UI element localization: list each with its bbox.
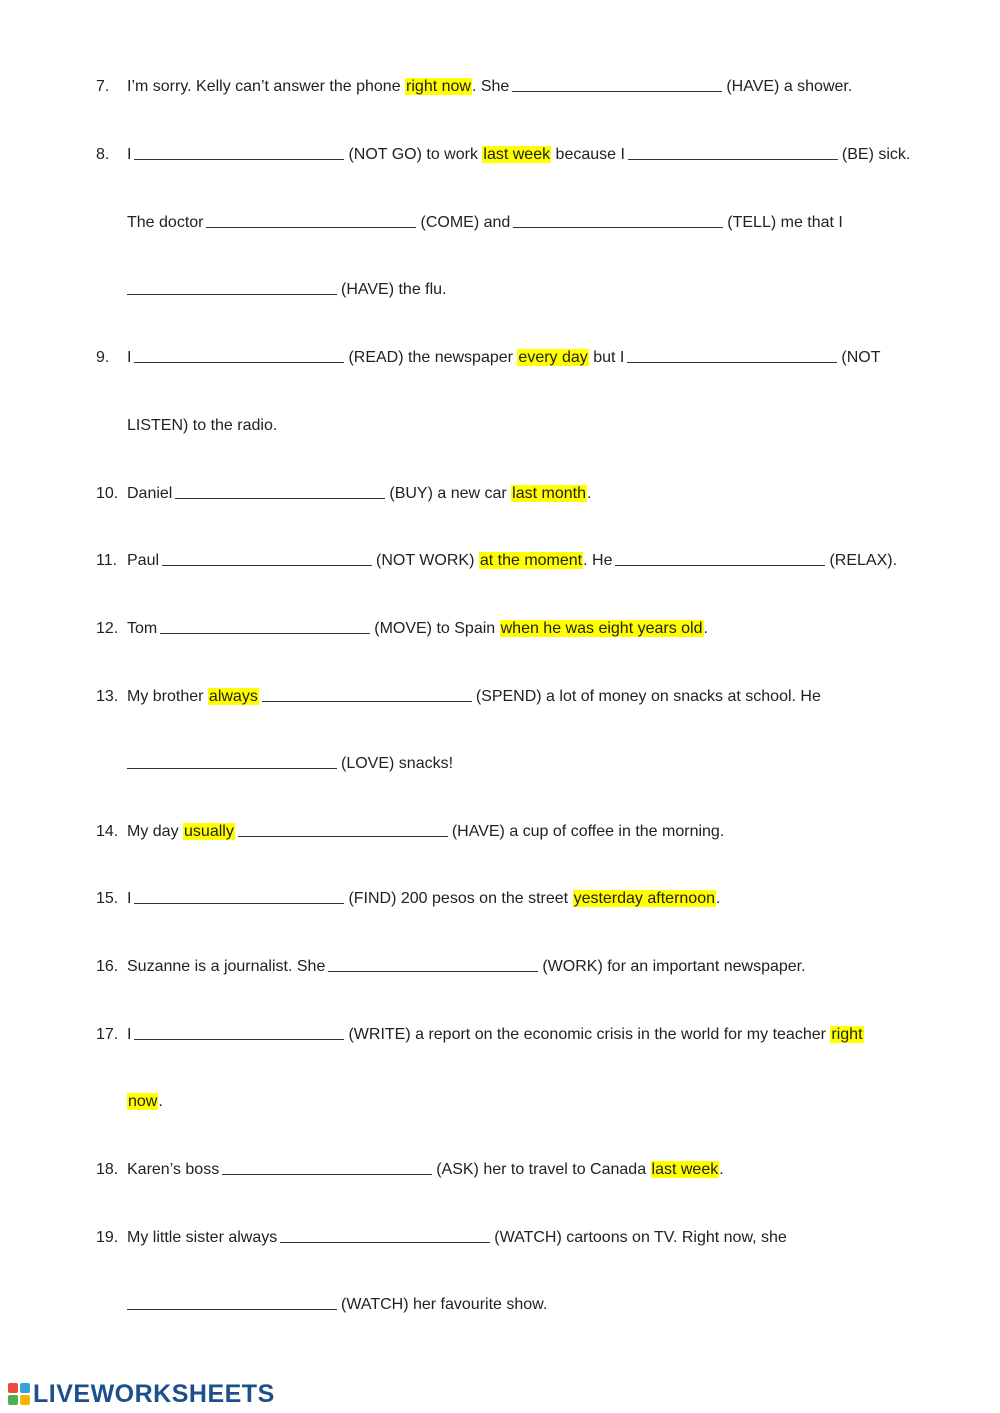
- item-13-blank-1[interactable]: [262, 686, 472, 702]
- item-8-hint-3: (COME) and: [420, 214, 511, 231]
- item-10-text: Daniel: [127, 485, 173, 502]
- item-19-line-1: [127, 1227, 787, 1249]
- item-19-number: 19.: [96, 1229, 119, 1246]
- item-9-hint-2: (NOT: [841, 349, 881, 366]
- item-14-text: My day: [127, 823, 184, 840]
- item-12-text: Tom: [127, 620, 158, 637]
- logo-text: LIVEWORKSHEETS: [33, 1379, 275, 1408]
- item-13-hint-1: (SPEND) a lot of money on snacks at school. He: [475, 688, 821, 705]
- item-15-number: 15.: [96, 890, 119, 907]
- liveworksheets-logo[interactable]: [8, 1381, 275, 1407]
- item-9-hint-1: (READ) the newspaper: [348, 349, 518, 366]
- item-9-text-3: LISTEN) to the radio.: [127, 417, 278, 434]
- item-12-blank-1[interactable]: [160, 618, 370, 634]
- item-7-text: I’m sorry. Kelly can’t answer the phone: [127, 78, 406, 95]
- item-18-punct: .: [719, 1161, 724, 1178]
- item-8-text: I: [127, 146, 132, 163]
- item-8-text-3: The doctor: [127, 214, 204, 231]
- item-9-highlight: every day: [518, 349, 588, 366]
- item-13-line-2: [127, 753, 453, 775]
- item-10-punct: .: [586, 485, 592, 502]
- item-14-blank-1[interactable]: [238, 821, 448, 837]
- item-17-highlight-1: right: [831, 1026, 863, 1043]
- item-14-highlight: usually: [184, 823, 234, 840]
- item-18-line: [127, 1159, 724, 1181]
- item-8-text-2: because I: [551, 146, 625, 163]
- item-8-blank-1[interactable]: [134, 144, 344, 160]
- item-17-number: 17.: [96, 1026, 119, 1043]
- item-8-hint-5: (HAVE) the flu.: [341, 281, 447, 298]
- item-9-blank-2[interactable]: [627, 347, 837, 363]
- logo-block-3: [8, 1395, 18, 1405]
- item-10-highlight: last month: [512, 485, 586, 502]
- item-14-line: [127, 821, 724, 843]
- item-18-blank-1[interactable]: [222, 1159, 432, 1175]
- item-11-blank-2[interactable]: [615, 550, 825, 566]
- item-9-line-2: [127, 415, 277, 437]
- item-17-line-2: [127, 1091, 163, 1113]
- item-13-hint-2: (LOVE) snacks!: [341, 755, 454, 772]
- item-10-hint: (BUY) a new car: [389, 485, 512, 502]
- item-11-text: Paul: [127, 552, 160, 569]
- item-11-number: 11.: [96, 552, 118, 569]
- item-13-text: My brother: [127, 688, 208, 705]
- item-17-hint: (WRITE) a report on the economic crisis in the world for my teacher: [348, 1026, 831, 1043]
- item-8-blank-3[interactable]: [206, 212, 416, 228]
- item-19-line-2: [127, 1294, 547, 1316]
- item-12-highlight: when he was eight years old: [500, 620, 703, 637]
- item-15-line: [127, 888, 720, 910]
- item-10-line: [127, 483, 591, 505]
- item-8-hint-2: (BE) sick.: [841, 146, 911, 163]
- item-17-blank-1[interactable]: [134, 1024, 344, 1040]
- item-15-blank-1[interactable]: [134, 888, 344, 904]
- item-7-line: [127, 76, 852, 98]
- item-16-text: Suzanne is a journalist. She: [127, 958, 326, 975]
- item-11-highlight: at the moment: [479, 552, 583, 569]
- item-8-blank-2[interactable]: [628, 144, 838, 160]
- item-7-text-2: . She: [471, 78, 510, 95]
- logo-block-2: [20, 1383, 30, 1393]
- item-8-hint-4: (TELL) me that I: [727, 214, 843, 231]
- item-7-hint: (HAVE) a shower.: [726, 78, 853, 95]
- item-13-blank-2[interactable]: [127, 753, 337, 769]
- item-19-hint-1: (WATCH) cartoons on TV. Right now, she: [494, 1229, 787, 1246]
- item-18-hint: (ASK) her to travel to Canada: [436, 1161, 651, 1178]
- item-10-number: 10.: [96, 485, 119, 502]
- item-17-text: I: [127, 1026, 132, 1043]
- item-8-line-2: [127, 212, 843, 234]
- item-8-line-1: [127, 144, 910, 166]
- item-18-highlight: last week: [651, 1161, 719, 1178]
- item-16-number: 16.: [96, 958, 119, 975]
- item-9-text-2: but I: [588, 349, 625, 366]
- item-8-number: 8.: [96, 146, 110, 163]
- item-19-blank-2[interactable]: [127, 1294, 337, 1310]
- item-15-punct: .: [715, 890, 721, 907]
- item-17-line-1: [127, 1024, 864, 1046]
- item-19-hint-2: (WATCH) her favourite show.: [341, 1296, 548, 1313]
- logo-block-1: [8, 1383, 18, 1393]
- item-16-line: [127, 956, 806, 978]
- item-11-blank-1[interactable]: [162, 550, 372, 566]
- item-11-text-2: . He: [583, 552, 613, 569]
- item-13-line-1: [127, 686, 821, 708]
- item-19-blank-1[interactable]: [280, 1227, 490, 1243]
- item-10-blank-1[interactable]: [175, 483, 385, 499]
- logo-blocks-icon: [8, 1383, 30, 1405]
- item-9-blank-1[interactable]: [134, 347, 344, 363]
- item-8-line-3: [127, 279, 447, 301]
- item-7-number: 7.: [96, 78, 110, 95]
- item-8-blank-4[interactable]: [513, 212, 723, 228]
- item-16-blank-1[interactable]: [328, 956, 538, 972]
- item-12-number: 12.: [96, 620, 119, 637]
- item-14-number: 14.: [96, 823, 119, 840]
- item-12-punct: .: [703, 620, 708, 637]
- item-19-text: My little sister always: [127, 1229, 278, 1246]
- logo-block-4: [20, 1395, 30, 1405]
- item-14-hint: (HAVE) a cup of coffee in the morning.: [451, 823, 725, 840]
- item-13-highlight: always: [208, 688, 258, 705]
- item-15-text: I: [127, 890, 132, 907]
- item-9-text: I: [127, 349, 132, 366]
- item-18-text: Karen’s boss: [127, 1161, 220, 1178]
- item-7-highlight: right now: [406, 78, 471, 95]
- item-12-hint: (MOVE) to Spain: [374, 620, 500, 637]
- item-9-line-1: [127, 347, 880, 369]
- item-16-hint: (WORK) for an important newspaper.: [542, 958, 806, 975]
- item-17-highlight-2: now: [128, 1093, 158, 1110]
- item-11-line: [127, 550, 897, 572]
- item-9-number: 9.: [96, 349, 110, 366]
- item-8-highlight: last week: [483, 146, 551, 163]
- item-17-punct: .: [158, 1093, 163, 1110]
- item-8-hint-1: (NOT GO) to work: [348, 146, 483, 163]
- item-12-line: [127, 618, 708, 640]
- item-11-hint-2: (RELAX).: [829, 552, 898, 569]
- item-8-blank-5[interactable]: [127, 279, 337, 295]
- item-15-highlight: yesterday afternoon: [573, 890, 715, 907]
- item-7-blank-1[interactable]: [512, 76, 722, 92]
- item-11-hint-1: (NOT WORK): [376, 552, 479, 569]
- item-13-number: 13.: [96, 688, 119, 705]
- item-18-number: 18.: [96, 1161, 119, 1178]
- item-15-hint: (FIND) 200 pesos on the street: [348, 890, 573, 907]
